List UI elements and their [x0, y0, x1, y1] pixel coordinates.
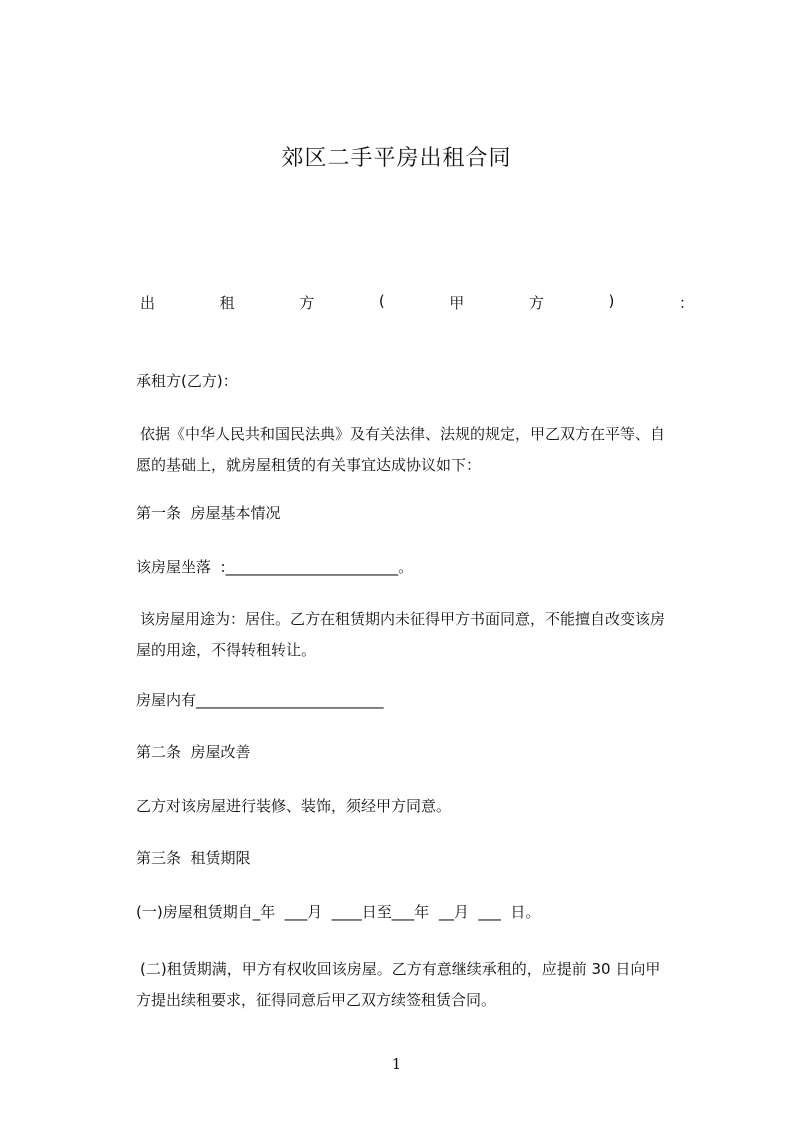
- lessee-label: 承租方(乙方)：: [136, 372, 238, 390]
- property-use-line-2: 屋的用途，不得转租转让。: [136, 641, 317, 659]
- article-3-heading: 第三条 租赁期限: [136, 849, 251, 867]
- lessor-char: 租: [219, 294, 235, 312]
- lessor-char: 出: [140, 294, 156, 312]
- property-use-line-1: 该房屋用途为：居住。乙方在租赁期内未征得甲方书面同意，不能擅自改变该房: [140, 610, 666, 628]
- lease-term-clause: (一)房屋租赁期自_年 ___月 ____日至___年 __月 ___ 日。: [136, 903, 541, 921]
- preamble-line-2: 愿的基础上，就房屋租赁的有关事宜达成协议如下：: [136, 456, 482, 474]
- renewal-line-1: (二)租赁期满，甲方有权收回该房屋。乙方有意继续承租的，应提前 30 日向甲: [140, 960, 661, 978]
- lessor-char: 方: [528, 294, 544, 312]
- renewal-line-2: 方提出续租要求，征得同意后甲乙双方续签租赁合同。: [136, 991, 497, 1009]
- lessor-char: 方: [299, 294, 315, 312]
- preamble-line-1: 依据《中华人民共和国民法典》及有关法律、法规的规定，甲乙双方在平等、自: [140, 425, 666, 443]
- document-title: 郊区二手平房出租合同: [281, 146, 512, 171]
- lessor-char: ): [608, 292, 615, 310]
- lessor-label-row: [140, 292, 694, 313]
- page-number: 1: [391, 1055, 402, 1073]
- article-2-heading: 第二条 房屋改善: [136, 743, 251, 761]
- property-contents: 房屋内有_________________________: [136, 691, 384, 709]
- lessor-char: ：: [678, 294, 694, 312]
- renovation-clause: 乙方对该房屋进行装修、装饰，须经甲方同意。: [136, 797, 452, 815]
- article-1-heading: 第一条 房屋基本情况: [136, 504, 281, 522]
- lessor-char: 甲: [449, 294, 465, 312]
- property-location: 该房屋坐落 :_______________________。: [136, 558, 414, 576]
- lessor-char: (: [378, 292, 385, 310]
